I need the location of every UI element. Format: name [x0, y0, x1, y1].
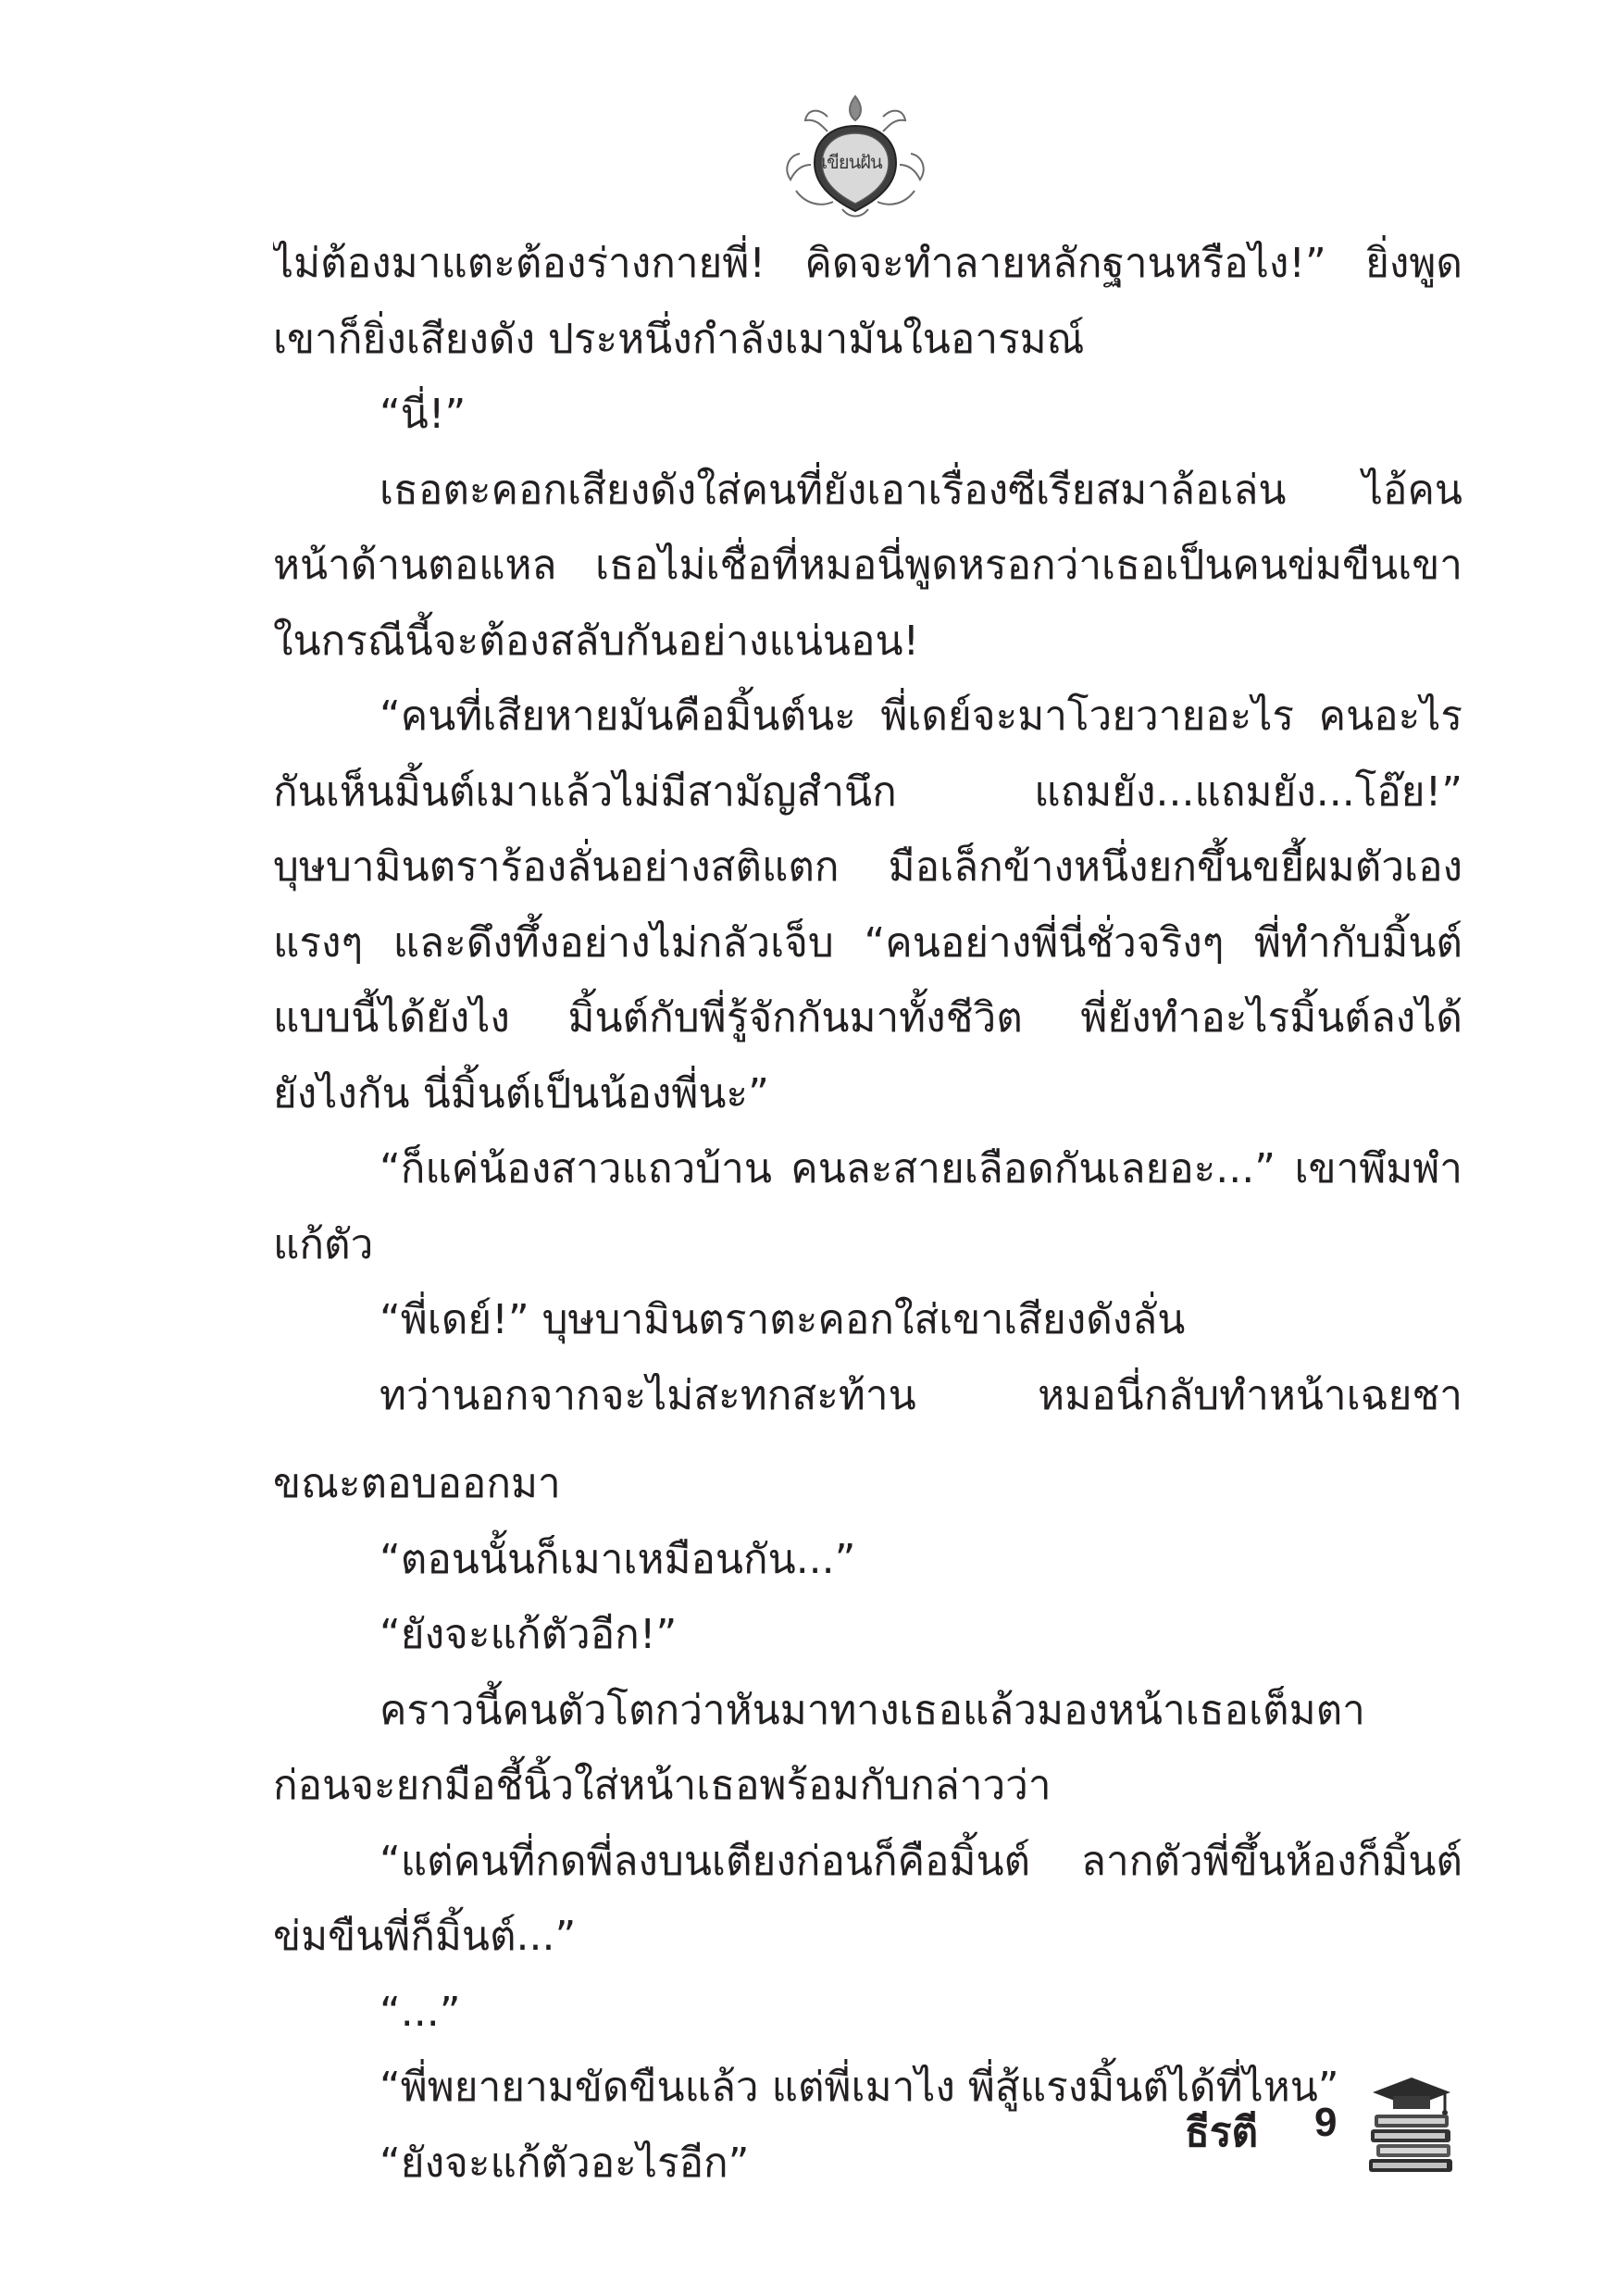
text-line: กันเห็นมิ้นต์เมาแล้วไม่มีสามัญสำนึก แถมยัง...แถมยัง...โอ๊ย!” — [273, 767, 1462, 816]
text-line: เขาก็ยิ่งเสียงดัง ประหนึ่งกำลังเมามันในอารมณ์ — [273, 315, 1085, 363]
text-line: บุษบามินตราร้องลั่นอย่างสติแตก มือเล็กข้างหนึ่งยกขึ้นขยี้ผมตัวเอง — [273, 843, 1462, 891]
books-stack-icon — [1365, 2074, 1458, 2176]
text-line: “พี่เดย์!” บุษบามินตราตะคอกใส่เขาเสียงดังลั่น — [380, 1296, 1186, 1343]
footer-author-title: ธีรตี — [1185, 2109, 1259, 2156]
text-line: ข่มขืนพี่ก็มิ้นต์...” — [273, 1913, 577, 1960]
text-line: ในกรณีนี้จะต้องสลับกันอย่างแน่นอน! — [273, 617, 920, 665]
text-line: “...” — [380, 1988, 461, 2036]
text-line: “พี่พยายามขัดขืนแล้ว แต่พี่เมาไง พี่สู้แรงมิ้นต์ได้ที่ไหน” — [380, 2064, 1339, 2111]
text-line: ทว่านอกจากจะไม่สะทกสะท้าน หมอนี่กลับทำหน้าเฉยชา — [380, 1371, 1462, 1419]
text-line: “ตอนนั้นก็เมาเหมือนกัน...” — [380, 1535, 856, 1583]
text-line: ไม่ต้องมาแตะต้องร่างกายพี่! คิดจะทำลายหลักฐานหรือไง!” ยิ่งพูด — [273, 240, 1462, 287]
text-line: “นี่!” — [380, 391, 467, 438]
text-line: “ยังจะแก้ตัวอีก!” — [380, 1611, 678, 1658]
text-line: แบบนี้ได้ยังไง มิ้นต์กับพี่รู้จักกันมาทั้งชีวิต พี่ยังทำอะไรมิ้นต์ลงได้ — [273, 994, 1462, 1042]
page-number: 9 — [1314, 2100, 1338, 2145]
text-line: “ยังจะแก้ตัวอะไรอีก” — [380, 2139, 750, 2187]
text-line: เธอตะคอกเสียงดังใส่คนที่ยังเอาเรื่องซีเรียสมาล้อเล่น ไอ้คน — [380, 466, 1462, 514]
text-line: ขณะตอบออกมา — [273, 1460, 561, 1507]
text-line: แก้ตัว — [273, 1220, 374, 1268]
text-line: “ก็แค่น้องสาวแถวบ้าน คนละสายเลือดกันเลยอะ...” เขาพึมพำ — [380, 1145, 1462, 1192]
text-line: คราวนี้คนตัวโตกว่าหันมาทางเธอแล้วมองหน้าเธอเต็มตา — [380, 1686, 1365, 1734]
text-line: “แต่คนที่กดพี่ลงบนเตียงก่อนก็คือมิ้นต์ ลากตัวพี่ขึ้นห้องก็มิ้นต์ — [380, 1837, 1462, 1885]
text-line: หน้าด้านตอแหล เธอไม่เชื่อที่หมอนี่พูดหรอกว่าเธอเป็นคนข่มขืนเขา — [273, 542, 1462, 589]
text-line: แรงๆ และดึงทึ้งอย่างไม่กลัวเจ็บ “คนอย่างพี่นี่ชั่วจริงๆ พี่ทำกับมิ้นต์ — [273, 918, 1462, 967]
text-line: ก่อนจะยกมือชี้นิ้วใส่หน้าเธอพร้อมกับกล่าวว่า — [273, 1762, 1052, 1809]
text-line: “คนที่เสียหายมันคือมิ้นต์นะ พี่เดย์จะมาโวยวายอะไร คนอะไร — [380, 693, 1462, 740]
page-footer — [1185, 2074, 1462, 2185]
text-line: ยังไงกัน นี่มิ้นต์เป็นน้องพี่นะ” — [273, 1069, 769, 1117]
ornament-logo-text: เขียนฝัน — [821, 151, 882, 173]
